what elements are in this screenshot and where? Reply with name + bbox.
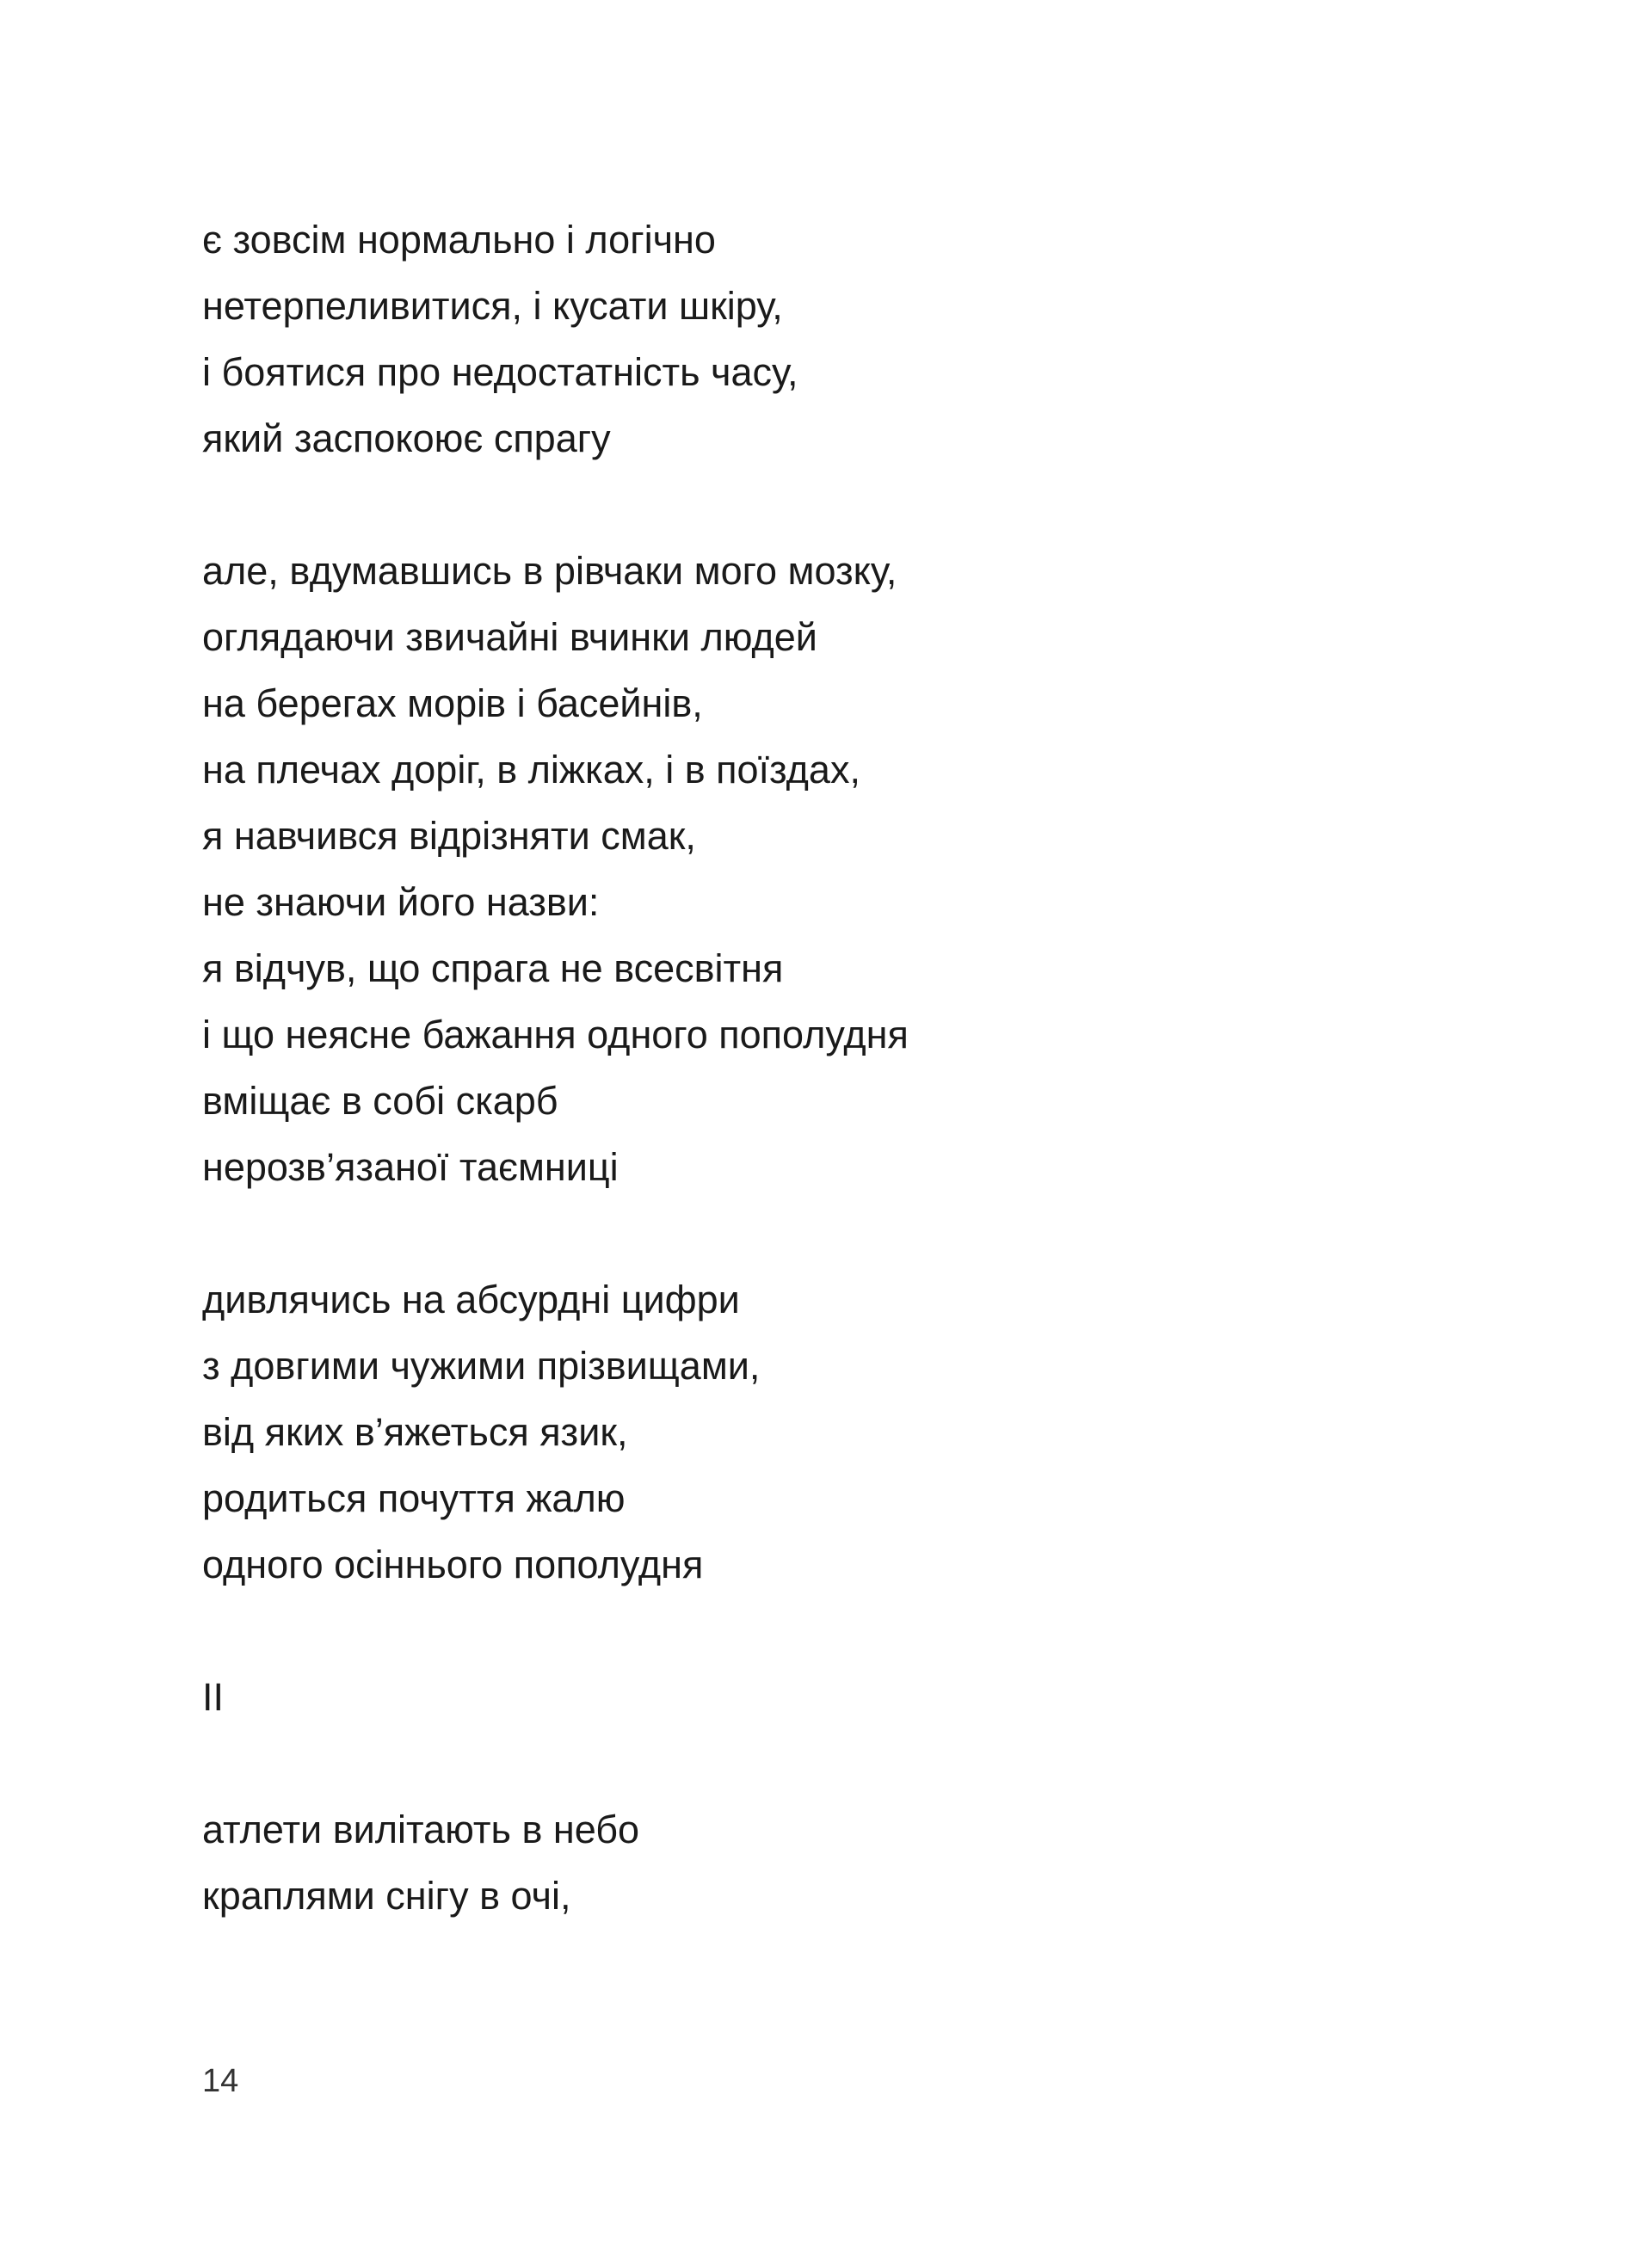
poem-line: на плечах доріг, в ліжках, і в поїздах,: [202, 748, 860, 791]
poem-line: але, вдумавшись в рівчаки мого мозку,: [202, 549, 897, 593]
poem-line: і що неясне бажання одного пополудня: [202, 1013, 909, 1056]
poem-line: одного осіннього пополудня: [202, 1543, 704, 1586]
stanza-break: [202, 1200, 909, 1266]
poem-text: [202, 206, 909, 1929]
poem-line: я відчув, що спрага не всесвітня: [202, 946, 784, 990]
stanza-break: [202, 1598, 909, 1664]
poem-line: і боятися про недостатність часу,: [202, 350, 798, 394]
poem-line: є зовсім нормально і логічно: [202, 218, 716, 262]
poem-line: який заспокоює спрагу: [202, 416, 611, 460]
poem-line: з довгими чужими прізвищами,: [202, 1344, 761, 1388]
poem-line: не знаючи його назви:: [202, 880, 600, 924]
poem-line: дивлячись на абсурдні цифри: [202, 1278, 740, 1321]
poem-line: вміщає в собі скарб: [202, 1079, 558, 1123]
stanza-break: [202, 471, 909, 538]
poem-line: від яких в’яжеться язик,: [202, 1410, 628, 1454]
poem-line: краплями снігу в очі,: [202, 1874, 571, 1918]
poem-line: нерозв’язаної таємниці: [202, 1145, 619, 1189]
stanza-break: [202, 1730, 909, 1796]
poem-line: нетерпеливитися, і кусати шкіру,: [202, 284, 783, 328]
poem-line: оглядаючи звичайні вчинки людей: [202, 615, 817, 659]
poem-line: на берегах морів і басейнів,: [202, 681, 703, 725]
poem-line: родиться почуття жалю: [202, 1476, 626, 1520]
poem-line: я навчився відрізняти смак,: [202, 814, 696, 858]
page-number: 14: [202, 2063, 239, 2099]
section-heading: II: [202, 1675, 225, 1719]
poem-line: атлети вилітають в небо: [202, 1808, 640, 1851]
